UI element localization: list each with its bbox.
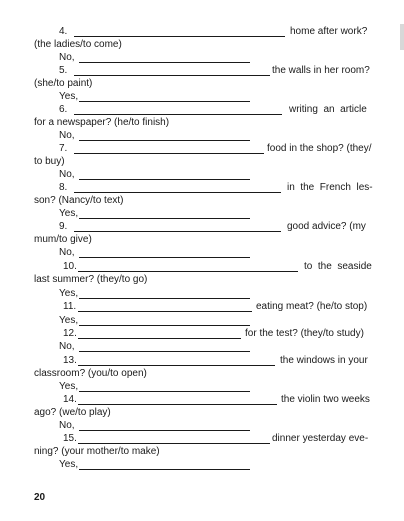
answer-prefix: No, bbox=[59, 247, 75, 258]
question-blank-line[interactable] bbox=[74, 36, 285, 37]
question-blank-line[interactable] bbox=[78, 311, 252, 312]
item-number: 9. bbox=[59, 221, 68, 232]
question-blank-line[interactable] bbox=[78, 365, 275, 366]
question-continuation: ning? (your mother/to make) bbox=[34, 446, 160, 457]
answer-blank-line[interactable] bbox=[79, 218, 250, 219]
item-number: 5. bbox=[59, 65, 68, 76]
answer-blank-line[interactable] bbox=[79, 257, 250, 258]
answer-blank-line[interactable] bbox=[79, 298, 250, 299]
answer-blank-line[interactable] bbox=[79, 430, 250, 431]
question-continuation: (the ladies/to come) bbox=[34, 39, 122, 50]
answer-blank-line[interactable] bbox=[79, 140, 250, 141]
question-continuation: (she/to paint) bbox=[34, 78, 93, 89]
answer-prefix: Yes, bbox=[59, 459, 79, 470]
question-blank-line[interactable] bbox=[74, 75, 270, 76]
item-number: 6. bbox=[59, 104, 68, 115]
question-text: dinner yesterday eve- bbox=[272, 433, 369, 444]
question-continuation: last summer? (they/to go) bbox=[34, 274, 148, 285]
item-number: 4. bbox=[59, 26, 68, 37]
question-text: in the French les- bbox=[287, 182, 373, 193]
question-blank-line[interactable] bbox=[78, 443, 270, 444]
item-number: 11. bbox=[63, 301, 77, 312]
question-continuation: classroom? (you/to open) bbox=[34, 368, 147, 379]
question-continuation: to buy) bbox=[34, 156, 65, 167]
question-text: eating meat? (he/to stop) bbox=[256, 301, 368, 312]
question-blank-line[interactable] bbox=[74, 153, 264, 154]
question-blank-line[interactable] bbox=[78, 271, 298, 272]
question-text: food in the shop? (they/ bbox=[267, 143, 372, 154]
answer-prefix: No, bbox=[59, 52, 75, 63]
page-number: 20 bbox=[34, 492, 46, 503]
answer-prefix: Yes, bbox=[59, 91, 79, 102]
item-number: 13. bbox=[63, 355, 77, 366]
answer-blank-line[interactable] bbox=[79, 62, 250, 63]
answer-prefix: No, bbox=[59, 420, 75, 431]
question-continuation: mum/to give) bbox=[34, 234, 92, 245]
item-number: 7. bbox=[59, 143, 68, 154]
question-continuation: son? (Nancy/to text) bbox=[34, 195, 124, 206]
answer-prefix: Yes, bbox=[59, 288, 79, 299]
question-blank-line[interactable] bbox=[74, 114, 282, 115]
answer-blank-line[interactable] bbox=[79, 325, 250, 326]
question-blank-line[interactable] bbox=[78, 404, 277, 405]
question-text: the windows in your bbox=[280, 355, 368, 366]
page-edge-tab bbox=[400, 24, 404, 50]
question-text: the violin two weeks bbox=[281, 394, 370, 405]
question-continuation: for a newspaper? (he/to finish) bbox=[34, 117, 170, 128]
answer-blank-line[interactable] bbox=[79, 469, 250, 470]
answer-blank-line[interactable] bbox=[79, 179, 250, 180]
answer-prefix: Yes, bbox=[59, 208, 79, 219]
answer-prefix: Yes, bbox=[59, 381, 79, 392]
question-text: good advice? (my bbox=[287, 221, 366, 232]
question-continuation: ago? (we/to play) bbox=[34, 407, 111, 418]
question-blank-line[interactable] bbox=[78, 338, 241, 339]
question-text: home after work? bbox=[290, 26, 368, 37]
question-text: to the seaside bbox=[304, 261, 372, 272]
question-blank-line[interactable] bbox=[74, 231, 281, 232]
question-text: for the test? (they/to study) bbox=[245, 328, 364, 339]
item-number: 14. bbox=[63, 394, 77, 405]
item-number: 12. bbox=[63, 328, 77, 339]
answer-prefix: No, bbox=[59, 169, 75, 180]
answer-prefix: No, bbox=[59, 341, 75, 352]
answer-prefix: Yes, bbox=[59, 315, 79, 326]
answer-blank-line[interactable] bbox=[79, 351, 250, 352]
answer-blank-line[interactable] bbox=[79, 101, 250, 102]
answer-blank-line[interactable] bbox=[79, 391, 250, 392]
question-text: writing an article bbox=[289, 104, 367, 115]
item-number: 8. bbox=[59, 182, 68, 193]
question-text: the walls in her room? bbox=[272, 65, 370, 76]
question-blank-line[interactable] bbox=[74, 192, 281, 193]
answer-prefix: No, bbox=[59, 130, 75, 141]
item-number: 15. bbox=[63, 433, 77, 444]
item-number: 10. bbox=[63, 261, 77, 272]
